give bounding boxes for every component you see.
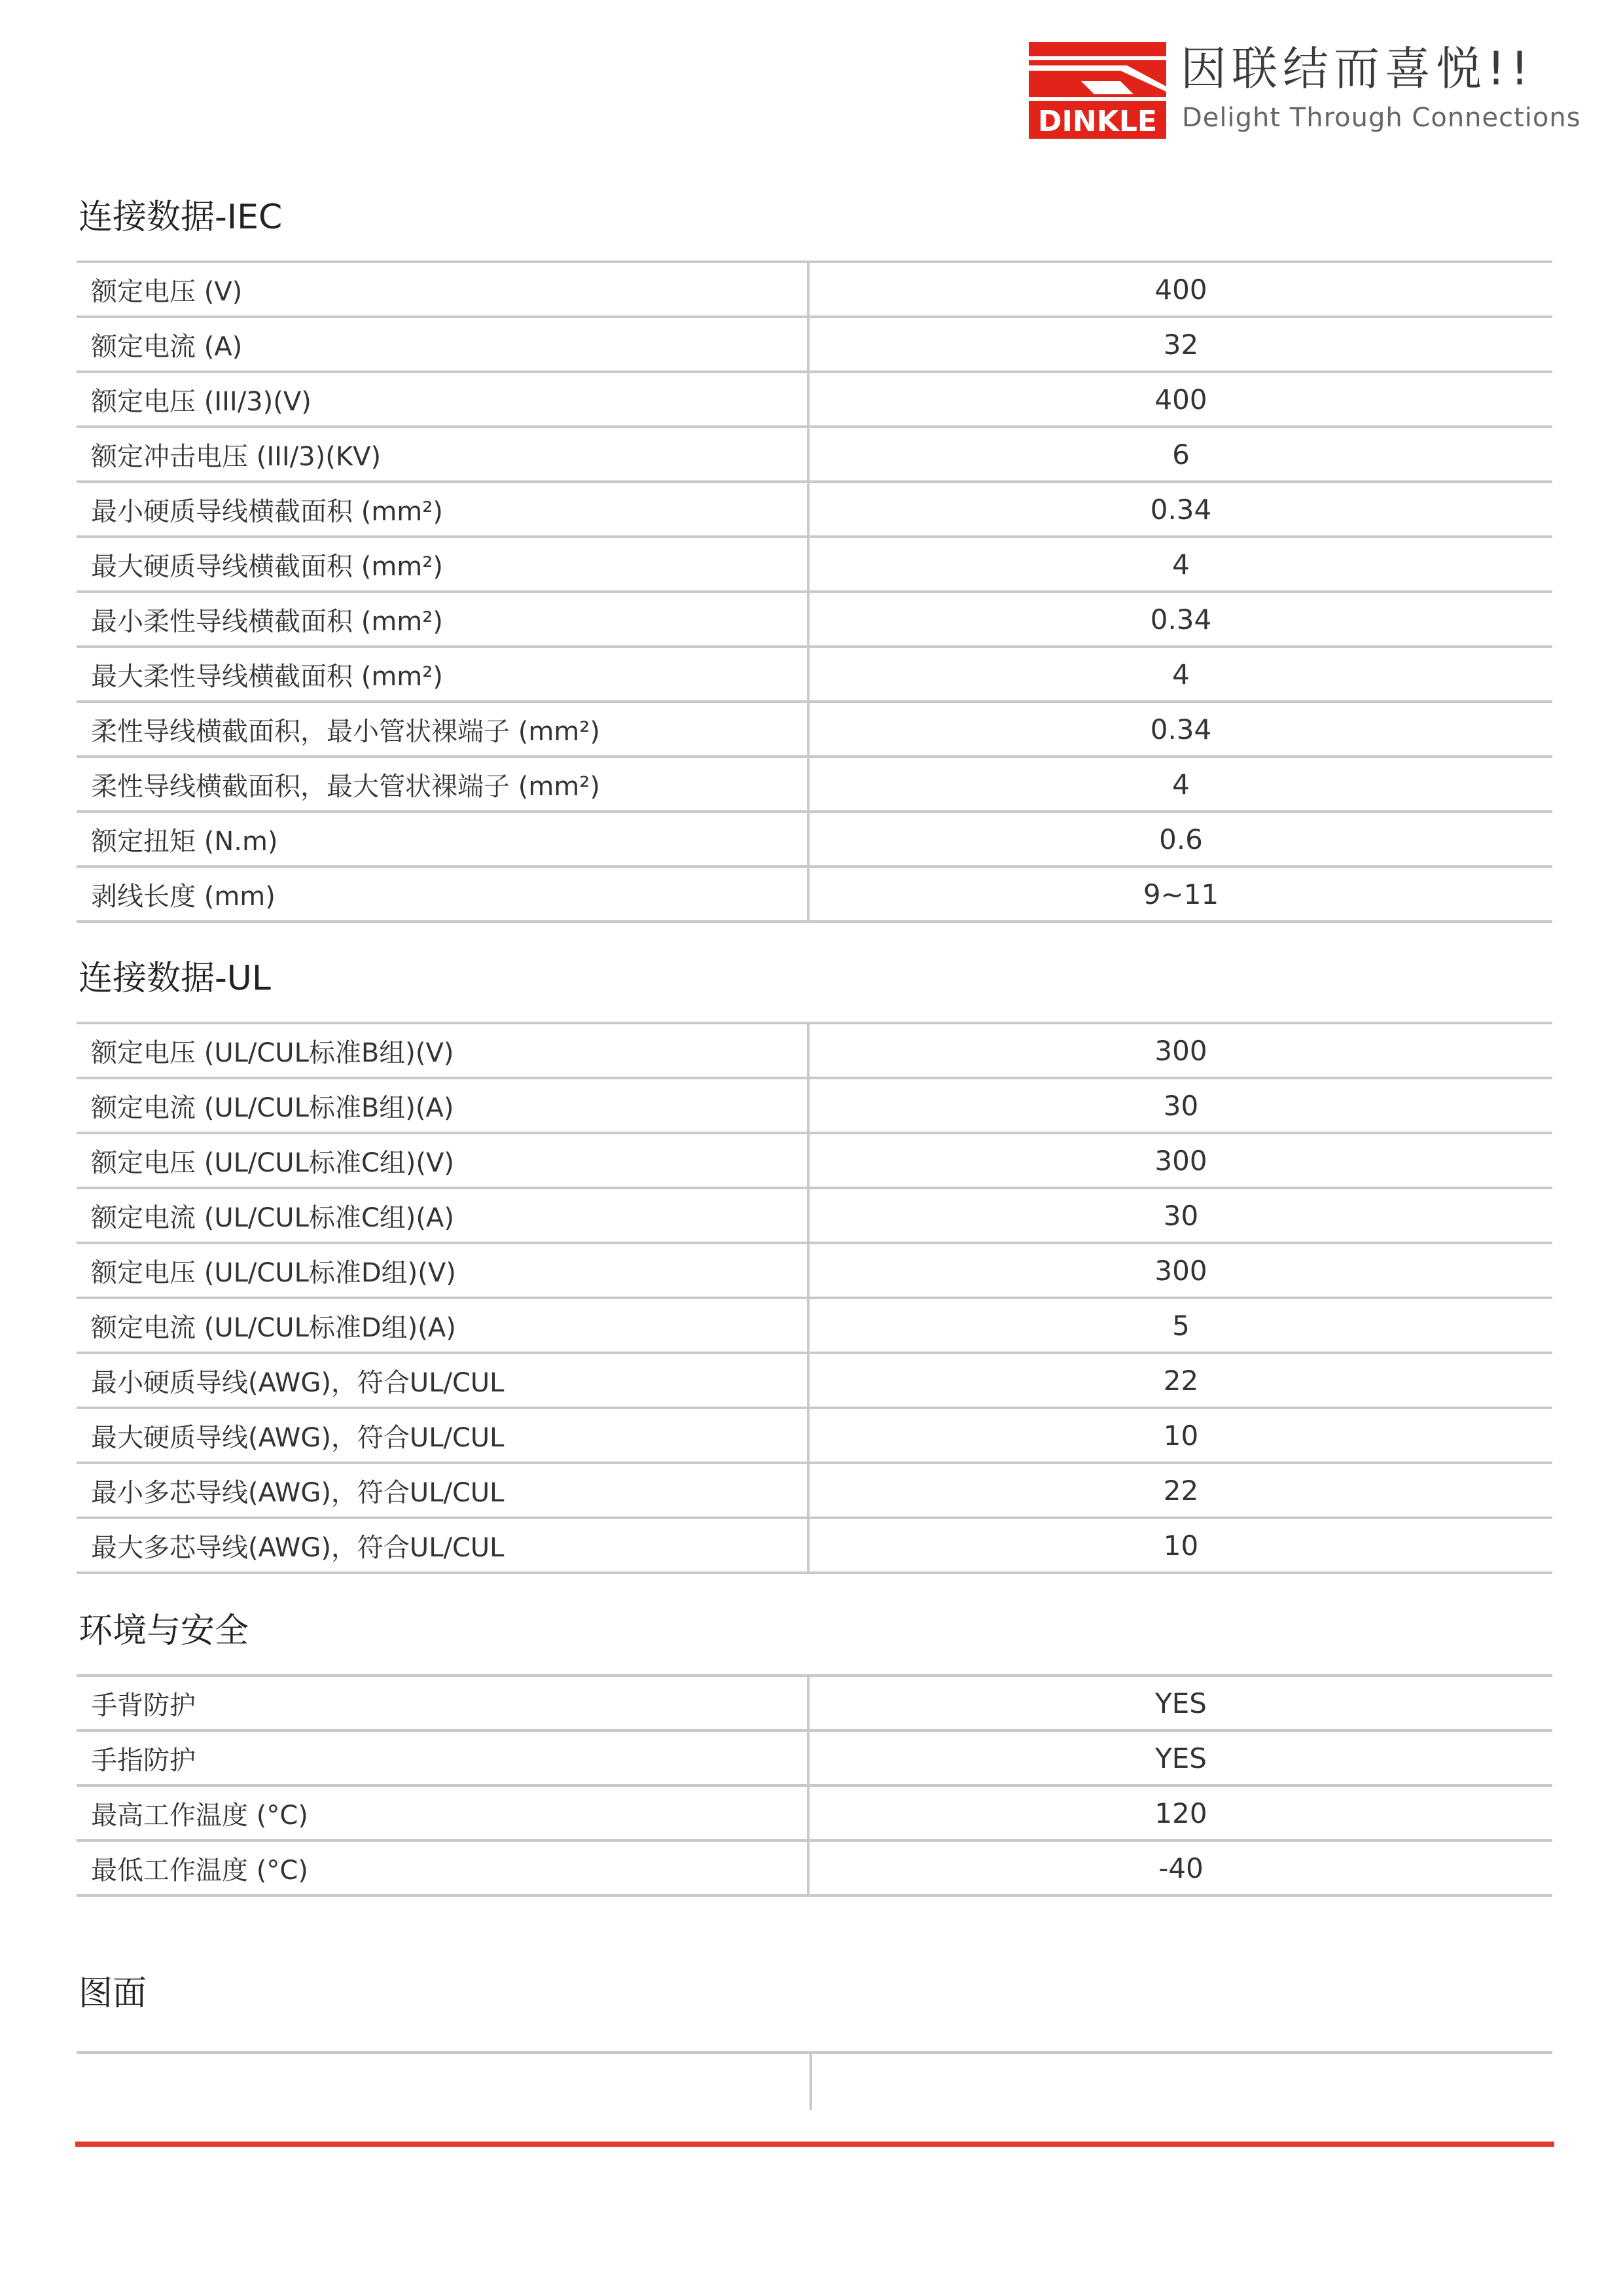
table-row xyxy=(77,1189,1552,1244)
section-title-drawing: 图面 xyxy=(79,1974,147,2013)
spec-label: 额定扭矩 (N.m) xyxy=(77,813,810,865)
spec-label: 最高工作温度 (°C) xyxy=(77,1787,810,1839)
spec-label: 额定冲击电压 (III/3)(KV) xyxy=(77,428,810,480)
spec-label: 最大硬质导线(AWG)，符合UL/CUL xyxy=(77,1409,810,1462)
spec-label: 额定电流 (A) xyxy=(77,318,810,370)
table-row xyxy=(77,1354,1552,1409)
spec-value: 4 xyxy=(1172,768,1190,800)
table-row xyxy=(77,1409,1552,1464)
spec-value: 6 xyxy=(1172,438,1190,471)
spec-label: 额定电流 (UL/CUL标准C组)(A) xyxy=(77,1189,810,1242)
spec-label: 额定电流 (UL/CUL标准D组)(A) xyxy=(77,1299,810,1352)
spec-value: 300 xyxy=(1154,1144,1207,1177)
table-row xyxy=(77,538,1552,593)
table-row xyxy=(77,868,1552,923)
table-row xyxy=(77,1677,1552,1732)
spec-label: 最小柔性导线横截面积 (mm²) xyxy=(77,593,810,645)
table-row xyxy=(77,648,1552,703)
spec-value: 0.34 xyxy=(1150,713,1212,745)
table-row xyxy=(77,428,1552,483)
spec-value: 120 xyxy=(1154,1797,1207,1829)
section-title-iec: 连接数据-IEC xyxy=(79,198,283,237)
spec-value: 0.34 xyxy=(1150,603,1212,636)
spec-value: 400 xyxy=(1154,273,1207,306)
spec-label: 最低工作温度 (°C) xyxy=(77,1842,810,1894)
table-row xyxy=(77,483,1552,538)
spec-label: 额定电压 (III/3)(V) xyxy=(77,373,810,425)
spec-value: YES xyxy=(1155,1742,1207,1774)
spec-label: 手指防护 xyxy=(77,1732,810,1784)
table-row xyxy=(77,703,1552,758)
spec-value: 10 xyxy=(1163,1419,1199,1452)
drawing-area xyxy=(77,2051,1552,2113)
spec-value: 22 xyxy=(1163,1364,1199,1397)
table-row xyxy=(77,263,1552,318)
spec-label: 最大硬质导线横截面积 (mm²) xyxy=(77,538,810,590)
table-row xyxy=(77,1787,1552,1842)
spec-label: 剥线长度 (mm) xyxy=(77,868,810,920)
spec-label: 最小硬质导线(AWG)，符合UL/CUL xyxy=(77,1354,810,1407)
spec-table-ul xyxy=(77,1022,1552,1574)
section-title-environment: 环境与安全 xyxy=(79,1611,249,1651)
spec-label: 额定电流 (UL/CUL标准B组)(A) xyxy=(77,1079,810,1132)
table-row xyxy=(77,1079,1552,1134)
table-row xyxy=(77,1732,1552,1787)
spec-value: 10 xyxy=(1163,1529,1199,1562)
table-row xyxy=(77,1134,1552,1189)
spec-value: 5 xyxy=(1172,1309,1190,1342)
spec-label: 额定电压 (UL/CUL标准C组)(V) xyxy=(77,1134,810,1187)
spec-label: 最小多芯导线(AWG)，符合UL/CUL xyxy=(77,1464,810,1516)
spec-table-environment xyxy=(77,1674,1552,1897)
spec-table-iec xyxy=(77,260,1552,923)
spec-value: 32 xyxy=(1163,328,1199,361)
brand-logo xyxy=(1029,42,1581,141)
section-title-ul: 连接数据-UL xyxy=(79,959,271,998)
spec-value: -40 xyxy=(1158,1852,1204,1884)
spec-value: 300 xyxy=(1154,1254,1207,1287)
spec-label: 最大柔性导线横截面积 (mm²) xyxy=(77,648,810,700)
spec-label: 最小硬质导线横截面积 (mm²) xyxy=(77,483,810,535)
brand-name: DINKLE xyxy=(1038,105,1157,138)
spec-label: 额定电压 (V) xyxy=(77,263,810,315)
table-row xyxy=(77,373,1552,428)
spec-value: 400 xyxy=(1154,383,1207,416)
spec-value: 30 xyxy=(1163,1199,1199,1232)
table-row xyxy=(77,1024,1552,1079)
spec-value: 30 xyxy=(1163,1089,1199,1122)
spec-value: 4 xyxy=(1172,548,1190,581)
table-row xyxy=(77,1519,1552,1574)
table-row xyxy=(77,1464,1552,1519)
table-row xyxy=(77,593,1552,648)
table-row xyxy=(77,758,1552,813)
brand-slogan-cn: 因联结而喜悦!! xyxy=(1181,42,1535,96)
table-row xyxy=(77,318,1552,373)
spec-label: 柔性导线横截面积，最大管状裸端子 (mm²) xyxy=(77,758,810,810)
spec-value: YES xyxy=(1155,1687,1207,1719)
spec-label: 额定电压 (UL/CUL标准B组)(V) xyxy=(77,1024,810,1077)
spec-label: 最大多芯导线(AWG)，符合UL/CUL xyxy=(77,1519,810,1571)
spec-value: 22 xyxy=(1163,1474,1199,1507)
spec-value: 4 xyxy=(1172,658,1190,691)
brand-slogan-en: Delight Through Connections xyxy=(1182,103,1581,133)
footer-rule xyxy=(75,2142,1554,2147)
spec-value: 0.34 xyxy=(1150,493,1212,526)
table-row xyxy=(77,813,1552,868)
spec-label: 额定电压 (UL/CUL标准D组)(V) xyxy=(77,1244,810,1297)
spec-value: 0.6 xyxy=(1159,823,1203,855)
table-row xyxy=(77,1842,1552,1897)
table-row xyxy=(77,1244,1552,1299)
drawing-divider xyxy=(810,2054,812,2110)
spec-label: 手背防护 xyxy=(77,1677,810,1729)
spec-value: 300 xyxy=(1154,1034,1207,1067)
table-row xyxy=(77,1299,1552,1354)
spec-value: 9~11 xyxy=(1143,878,1219,910)
spec-label: 柔性导线横截面积，最小管状裸端子 (mm²) xyxy=(77,703,810,755)
dinkle-logo-mark xyxy=(1029,42,1166,139)
